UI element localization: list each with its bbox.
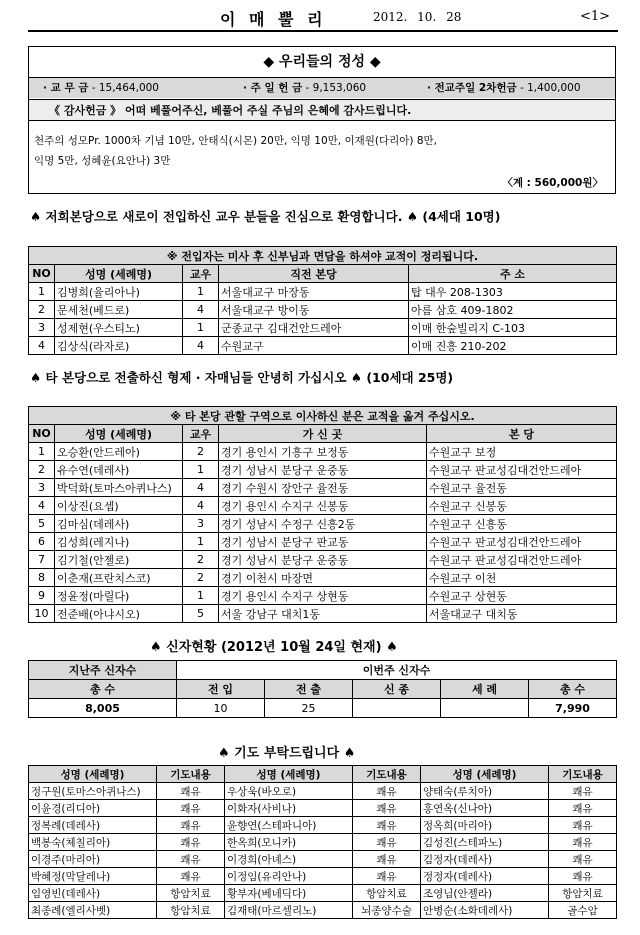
last-total-label: 총 수: [29, 680, 177, 699]
cell: 3: [29, 319, 55, 337]
table-row: [29, 902, 617, 919]
cell: 쾌유: [157, 817, 225, 834]
column-header: 전 출: [265, 680, 353, 699]
thanks-lines: [34, 131, 609, 171]
cell: 박덕화(토마스아퀴나스): [55, 479, 183, 497]
cell: 쾌유: [353, 868, 421, 885]
table-row: [29, 319, 617, 337]
cell: 정구원(토마스아퀴나스): [29, 783, 157, 800]
cell: 성제현(우스티노): [55, 319, 183, 337]
cell: 쾌유: [353, 800, 421, 817]
cell: 군종교구 김대건안드레아: [219, 319, 409, 337]
newcomers-table: [28, 246, 617, 355]
cell: 경기 성남시 수정구 신흥2동: [219, 515, 427, 533]
cell: 김성희(레지나): [55, 533, 183, 551]
transfers-notice: ※ 타 본당 관할 구역으로 이사하신 분은 교적을 옮겨 주십시오.: [29, 407, 617, 425]
bulletin-date: 2012. 10. 28: [373, 10, 462, 24]
cell: 쾌유: [157, 783, 225, 800]
transfers-body: [29, 443, 617, 623]
offering-amount-2: · 주 일 헌 금 - 9,153,060: [243, 82, 367, 94]
offering-amounts: [29, 78, 615, 98]
cell: 수원교구 상현동: [427, 587, 617, 605]
cell: 전준배(아냐시오): [55, 605, 183, 623]
prayers-heading: ♠ 기도 부탁드립니다 ♠: [218, 746, 356, 761]
cell: 4: [183, 497, 219, 515]
cell: 수원교구 이천: [427, 569, 617, 587]
cell: 정정자(데레사): [421, 868, 549, 885]
cell: 탑 대우 208-1303: [409, 283, 617, 301]
offering-amount-3: · 전교주일 2차헌금 - 1,400,000: [427, 82, 581, 94]
newcomers-notice-row: [29, 247, 617, 265]
cell: 3: [183, 515, 219, 533]
cell: 2: [183, 569, 219, 587]
table-row: [29, 337, 617, 355]
column-header: 기도내용: [353, 766, 421, 783]
table-row: [29, 301, 617, 319]
cell: 경기 용인시 수지구 상현동: [219, 587, 427, 605]
table-row: [29, 885, 617, 902]
cell: 2: [29, 461, 55, 479]
column-header: 기도내용: [157, 766, 225, 783]
cell: 서울대교구 대치동: [427, 605, 617, 623]
column-header: 신 종: [353, 680, 441, 699]
cell: 김성진(스테파노): [421, 834, 549, 851]
table-row: [29, 515, 617, 533]
table-row: [29, 587, 617, 605]
newcomers-notice: ※ 전입자는 미사 후 신부님과 면담을 하셔야 교적이 정리됩니다.: [29, 247, 617, 265]
cell: 이경희(아녜스): [225, 851, 353, 868]
believers-header-row: [29, 661, 617, 680]
cell: 김기철(안젤로): [55, 551, 183, 569]
cell: 25: [265, 699, 353, 718]
table-row: [29, 551, 617, 569]
cell: 쾌유: [157, 868, 225, 885]
cell: 이상진(요셉): [55, 497, 183, 515]
cell: 이매 한숲빌리지 C-103: [409, 319, 617, 337]
table-row: [29, 851, 617, 868]
cell: 4: [183, 337, 219, 355]
cell: 6: [29, 533, 55, 551]
cell: 정옥희(마리아): [421, 817, 549, 834]
cell: 2: [29, 301, 55, 319]
cell: 수원교구 율전동: [427, 479, 617, 497]
cell: 양태숙(루치아): [421, 783, 549, 800]
column-header: 성명 (세례명): [55, 425, 183, 443]
cell: 쾌유: [549, 851, 617, 868]
cell: 수원교구 판교성김대건안드레아: [427, 551, 617, 569]
table-row: [29, 800, 617, 817]
offering-title: ◆ 우리들의 정성 ◆: [29, 47, 615, 78]
cell: 한옥희(모니카): [225, 834, 353, 851]
column-header: 성명 (세례명): [29, 766, 157, 783]
cell: 10: [29, 605, 55, 623]
cell: 정윤정(마릴다): [55, 587, 183, 605]
thanks-line: 익명 5만, 성혜윤(요안나) 3만: [34, 155, 171, 167]
cell: 쾌유: [549, 868, 617, 885]
cell: 서울대교구 마장동: [219, 283, 409, 301]
cell: 4: [183, 301, 219, 319]
cell: 5: [29, 515, 55, 533]
table-row: [29, 461, 617, 479]
cell: 이경주(마리아): [29, 851, 157, 868]
prayers-body: [29, 783, 617, 919]
this-total-value: 7,990: [529, 699, 617, 718]
cell: 4: [183, 479, 219, 497]
cell: 최종례(엘리사벳): [29, 902, 157, 919]
column-header: 교우: [183, 425, 219, 443]
cell: 쾌유: [549, 783, 617, 800]
column-header: 성명 (세례명): [421, 766, 549, 783]
cell: 수원교구 신흥동: [427, 515, 617, 533]
newcomers-heading: ♠ 저희본당으로 새로이 전입하신 교우 분들을 진심으로 환영합니다. ♠ (4세대 10명): [30, 209, 501, 224]
thanks-title: 《 감사헌금 》 어떠 베풀어주신, 베풀어 주실 주님의 은혜에 감사드립니다.: [29, 99, 615, 121]
cell: 8: [29, 569, 55, 587]
offering-box: [28, 46, 616, 194]
last-week-label: 지난주 신자수: [29, 661, 177, 680]
believers-heading: ♠ 신자현황 (2012년 10월 24일 현재) ♠: [150, 640, 398, 655]
table-row: [29, 443, 617, 461]
cell: 쾌유: [157, 851, 225, 868]
cell: 임영빈(데레사): [29, 885, 157, 902]
column-header: 주 소: [409, 265, 617, 283]
cell: 오승환(안드레아): [55, 443, 183, 461]
cell: 김재태(마르셀리노): [225, 902, 353, 919]
column-header: 직전 본당: [219, 265, 409, 283]
cell: 김상식(라자로): [55, 337, 183, 355]
cell: 수원교구: [219, 337, 409, 355]
table-row: [29, 834, 617, 851]
column-header: 가 신 곳: [219, 425, 427, 443]
cell: 쾌유: [157, 800, 225, 817]
cell: 안병순(소화데레사): [421, 902, 549, 919]
column-header: 본 당: [427, 425, 617, 443]
transfers-table: [28, 406, 617, 623]
cell: 황부자(베네딕다): [225, 885, 353, 902]
cell: 골수암: [549, 902, 617, 919]
cell: 경기 성남시 분당구 운중동: [219, 461, 427, 479]
column-header: 기도내용: [549, 766, 617, 783]
cell: 이윤경(리디아): [29, 800, 157, 817]
column-header: 성명 (세례명): [225, 766, 353, 783]
cell: 쾌유: [353, 783, 421, 800]
column-header: 성명 (세례명): [55, 265, 183, 283]
cell: 유수연(데레사): [55, 461, 183, 479]
cell: 경기 수원시 장안구 율전동: [219, 479, 427, 497]
cell: 경기 이천시 마장면: [219, 569, 427, 587]
cell: 쾌유: [549, 800, 617, 817]
cell: 3: [29, 479, 55, 497]
column-header: NO: [29, 265, 55, 283]
table-row: [29, 817, 617, 834]
cell: 경기 성남시 분당구 운중동: [219, 551, 427, 569]
column-header: 총 수: [529, 680, 617, 699]
cell: 수원교구 보정: [427, 443, 617, 461]
table-row: [29, 533, 617, 551]
cell: 수원교구 신봉동: [427, 497, 617, 515]
cell: 1: [183, 319, 219, 337]
believers-values-row: [29, 699, 617, 718]
cell: 항암치료: [353, 885, 421, 902]
cell: 아름 삼호 409-1802: [409, 301, 617, 319]
cell: 쾌유: [353, 817, 421, 834]
bulletin-title: 이 매 뿔 리: [220, 10, 327, 29]
cell: 정복례(데레사): [29, 817, 157, 834]
transfers-notice-row: [29, 407, 617, 425]
table-row: [29, 783, 617, 800]
believers-subheader-row: [29, 680, 617, 699]
cell: 홍연옥(신나아): [421, 800, 549, 817]
cell: 항암치료: [549, 885, 617, 902]
cell: 경기 성남시 분당구 판교동: [219, 533, 427, 551]
cell: 조영님(안젤라): [421, 885, 549, 902]
cell: 쾌유: [157, 834, 225, 851]
table-row: [29, 605, 617, 623]
cell: 우상욱(바오로): [225, 783, 353, 800]
cell: 7: [29, 551, 55, 569]
table-row: [29, 479, 617, 497]
transfers-heading: ♠ 타 본당으로 전출하신 형제 · 자매님들 안녕히 가십시오 ♠ (10세대 25명): [30, 370, 454, 385]
table-row: [29, 868, 617, 885]
cell: 항암치료: [157, 902, 225, 919]
page-number: <1>: [580, 9, 611, 24]
cell: 문세천(베드로): [55, 301, 183, 319]
last-total-value: 8,005: [29, 699, 177, 718]
cell: 1: [183, 587, 219, 605]
cell: 5: [183, 605, 219, 623]
cell: 박혜정(막달레나): [29, 868, 157, 885]
cell: 쾌유: [549, 817, 617, 834]
cell: 수원교구 판교성김대건안드레아: [427, 461, 617, 479]
cell: 경기 용인시 수지구 신봉동: [219, 497, 427, 515]
cell: 4: [29, 337, 55, 355]
column-header: 세 례: [441, 680, 529, 699]
column-header: 교우: [183, 265, 219, 283]
cell: 이화자(사비나): [225, 800, 353, 817]
cell: 9: [29, 587, 55, 605]
cell: 1: [29, 283, 55, 301]
cell: [353, 699, 441, 718]
cell: 윤향연(스테파니아): [225, 817, 353, 834]
table-row: [29, 283, 617, 301]
cell: 수원교구 판교성김대건안드레아: [427, 533, 617, 551]
cell: 서울 강남구 대치1동: [219, 605, 427, 623]
cell: 이정임(유리안나): [225, 868, 353, 885]
this-week-label: 이번주 신자수: [177, 661, 617, 680]
cell: 이매 진흥 210-202: [409, 337, 617, 355]
cell: 경기 용인시 기흥구 보정동: [219, 443, 427, 461]
cell: 이춘재(프란치스코): [55, 569, 183, 587]
offering-amount-1: · 교 무 금 - 15,464,000: [43, 82, 159, 94]
cell: 쾌유: [353, 834, 421, 851]
cell: 1: [183, 461, 219, 479]
cell: 1: [29, 443, 55, 461]
cell: [441, 699, 529, 718]
thanks-total: 〈계 : 560,000원〉: [502, 177, 603, 189]
believers-table: [28, 660, 617, 718]
cell: 김마심(데레사): [55, 515, 183, 533]
cell: 4: [29, 497, 55, 515]
newcomers-header-row: [29, 265, 617, 283]
cell: 쾌유: [549, 834, 617, 851]
table-row: [29, 569, 617, 587]
prayers-header-row: [29, 766, 617, 783]
thanks-line: 천주의 성모Pr. 1000차 기념 10만, 안태식(시몬) 20만, 익명 10만, 이재원(다리아) 8만,: [34, 135, 438, 147]
cell: 김정자(데레사): [421, 851, 549, 868]
cell: 1: [183, 533, 219, 551]
transfers-header-row: [29, 425, 617, 443]
column-header: 전 입: [177, 680, 265, 699]
cell: 쾌유: [353, 851, 421, 868]
cell: 뇌종양수술: [353, 902, 421, 919]
cell: 10: [177, 699, 265, 718]
cell: 항암치료: [157, 885, 225, 902]
bulletin-header: [28, 6, 618, 32]
cell: 2: [183, 443, 219, 461]
table-row: [29, 497, 617, 515]
column-header: NO: [29, 425, 55, 443]
prayers-table: [28, 765, 617, 919]
cell: 백봉숙(체칠리아): [29, 834, 157, 851]
cell: 김병희(율리아나): [55, 283, 183, 301]
cell: 2: [183, 551, 219, 569]
cell: 서울대교구 방이동: [219, 301, 409, 319]
cell: 1: [183, 283, 219, 301]
